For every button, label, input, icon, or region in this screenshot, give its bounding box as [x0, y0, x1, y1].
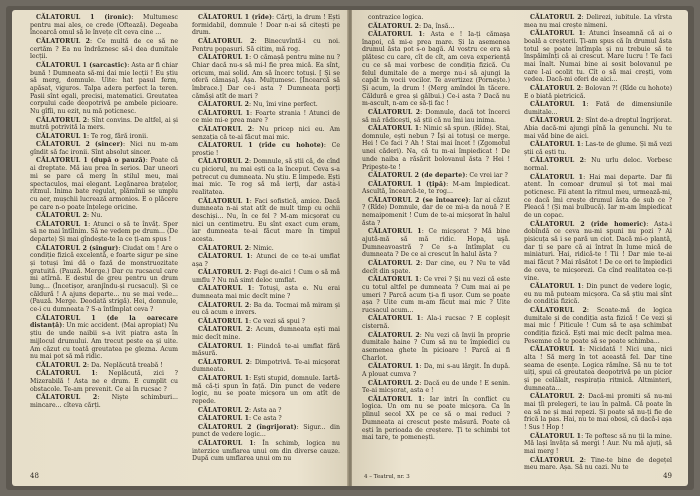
speaker-name: CĂLATORUL 2 [530, 393, 583, 401]
dialogue-text: : Fugi de-aici ! Cum o să mă umflu ? Nu mă simt deloc umflat. [192, 269, 340, 284]
speaker-name: CĂLATORUL 1 [530, 346, 583, 354]
dialogue-text: : Acum, dumneata ești mai mic decît mine. [192, 326, 341, 342]
speaker-name: CĂLATORUL 1 [198, 317, 249, 325]
dialogue-paragraph [192, 101, 340, 109]
dialogue-text: : Fiindcă te-ai umflat fără măsură. [192, 342, 340, 358]
speaker-name: CĂLATORUL 2 [36, 37, 91, 45]
dialogue-paragraph [192, 142, 340, 157]
dialogue-text: : Da, însă... [418, 22, 455, 30]
dialogue-text: : Atunci de ce te-ai umflat așa ? [192, 253, 340, 268]
dialogue-paragraph [524, 157, 672, 172]
dialogue-paragraph [30, 370, 178, 393]
dialogue-paragraph [30, 62, 178, 116]
dialogue-text: : Sigur... din punct de vedere logic... [192, 423, 340, 439]
speaker-name: CĂLATORUL 1 [368, 363, 420, 371]
dialogue-text: : Asta aa ? [248, 406, 282, 414]
dialogue-paragraph [30, 14, 178, 37]
speaker-name: CĂLATORUL 1 [368, 125, 420, 133]
dialogue-text: : Dacă eu de unde ! E senin. Te-ai micșorat, asta e ! [362, 379, 510, 395]
dialogue-paragraph [362, 396, 510, 442]
speaker-name: CĂLATORUL 1 [198, 253, 251, 261]
speaker-name: CĂLATORUL 1 [530, 432, 582, 440]
speaker-name: CĂLATORUL 2 [36, 394, 98, 402]
dialogue-paragraph [192, 318, 340, 326]
speaker-name: CĂLATORUL 2 [198, 406, 249, 414]
dialogue-paragraph [192, 407, 340, 415]
dialogue-paragraph [362, 23, 510, 31]
speaker-name: CĂLATORUL 2 [530, 14, 582, 21]
speaker-name: CĂLATORUL 1 [198, 197, 250, 205]
dialogue-paragraph [524, 457, 672, 472]
dialogue-paragraph [30, 38, 178, 61]
speaker-name: CĂLATORUL 1 [198, 54, 250, 62]
speaker-name: CĂLATORUL 2 (singur) [36, 244, 119, 252]
dialogue-paragraph [192, 440, 340, 463]
dialogue-text: : Nimic. [248, 244, 274, 252]
dialogue-paragraph [192, 285, 340, 300]
dialogue-paragraph [30, 315, 178, 361]
dialogue-paragraph [192, 269, 340, 284]
dialogue-paragraph [362, 228, 510, 259]
printer-signature: 4 – Teatrul, nr. 3 [364, 474, 410, 480]
dialogue-text: : Foarte strania ! Atunci de ce mie mi-e prea mare ? [192, 109, 340, 125]
dialogue-paragraph [30, 394, 178, 409]
speaker-name: CĂLATORUL 2 [198, 158, 250, 166]
speaker-name: CĂLATORUL 2 (sincer) [36, 141, 123, 149]
dialogue-paragraph [192, 253, 340, 268]
speaker-name: CĂLATORUL 1 (ironic) [36, 14, 132, 21]
dialogue-paragraph [362, 332, 510, 363]
speaker-name: CĂLATORUL 2 [198, 125, 253, 133]
dialogue-paragraph [362, 315, 510, 330]
dialogue-paragraph [524, 346, 672, 392]
speaker-name: CĂLATORUL 2 [198, 301, 250, 309]
dialogue-paragraph [192, 359, 340, 374]
column [30, 14, 178, 464]
speaker-name: CĂLATORUL 2 [368, 259, 421, 267]
column [192, 14, 340, 464]
speaker-name: CĂLATORUL 2 [36, 361, 87, 369]
dialogue-paragraph [524, 283, 672, 306]
right-page [352, 10, 688, 486]
left-page-columns [30, 14, 340, 464]
dialogue-paragraph [192, 198, 340, 244]
speaker-name: CĂLATORUL 1 [530, 283, 582, 291]
dialogue-paragraph [362, 125, 510, 171]
dialogue-text: : Niște schimburi... mincare... cîteva cărți. [30, 394, 178, 409]
dialogue-paragraph [192, 375, 340, 406]
dialogue-text: : Dimpotrivă. Te-ai micșorat dumneata. [192, 358, 340, 374]
dialogue-text: : Totuși, asta e. Nu erai dumneata mai mic decît mine ? [192, 285, 340, 301]
open-book [6, 6, 694, 490]
dialogue-paragraph [30, 117, 178, 132]
speaker-name: CĂLATORUL 1 [36, 220, 89, 228]
dialogue-paragraph [524, 14, 672, 29]
speaker-name: CĂLATORUL 2 (de departe) [368, 172, 466, 180]
speaker-name: CĂLATORUL 2 [368, 22, 419, 30]
dialogue-paragraph [30, 212, 178, 220]
dialogue-paragraph [192, 158, 340, 197]
dialogue-text: : Multumesc pentru mai ales, ce crede (Oftează). Degeaba încearcă omul să le învețe cît ceva cine ... [30, 14, 178, 37]
dialogue-paragraph [30, 221, 178, 244]
dialogue-text: : Nu urlu deloc. Vorbesc normal. [524, 157, 672, 173]
dialogue-paragraph [362, 363, 510, 378]
page-number: 48 [30, 472, 39, 480]
speaker-name: CĂLATORUL 2 [36, 116, 88, 124]
dialogue-text: : Bolovan ?! (Rîde cu hohote) E o biată pietricică. [524, 84, 673, 100]
dialogue-paragraph [524, 141, 672, 156]
dialogue-paragraph [362, 276, 510, 315]
dialogue-text: : Scoate-mă de logica dumitale și de condiția asta fizică ! Ce vezi și mai mic ! Piticule ! Cum să te așa schimbat condiția fizică. Ești mai mic decît palma mea. Pesemne că te poate să se poate schimba... [524, 306, 672, 345]
dialogue-paragraph [192, 38, 340, 53]
speaker-name: CĂLATORUL 2 [530, 117, 582, 125]
dialogue-text: : Da. Neplăcută treabă ! [86, 361, 163, 369]
dialogue-text: : Delirezi, iubitule. La vîrsta mea nu mai crește nimeni. [524, 14, 673, 29]
dialogue-text: : M-am împiedicat. Ascultă, încearcă-te, te rog... [362, 180, 511, 196]
speaker-name: CĂLATORUL 1 [368, 276, 420, 284]
speaker-name: CĂLATORUL 2 [530, 157, 585, 165]
dialogue-text: : Asta-i dobîndă ce ceva nu-mi spuni nu pozi ? Ai pisicuța să i se pară un ciot. Dacă mi-o plantă, dar ți se pare că ai întrat în lume mică de miniaturi. Hai, ridică-te ! Tii ! Dar mie te-ai mai făcut ? Mai răsătot ! De ce ori te împiedici de ceva, te micșorezi. Ca cînd realitatea ce-ți vine. [524, 220, 672, 282]
speaker-name: CĂLATORUL 1 [368, 31, 423, 38]
dialogue-text: : Dar cine, eu ? Nu te văd decît din spate. [362, 259, 510, 275]
speaker-name: CĂLATORUL 1 (țipă) [368, 180, 447, 188]
dialogue-text: : Ce asta ? [248, 415, 282, 423]
dialogue-paragraph [30, 141, 178, 156]
speaker-name: CĂLATORUL 1 (sarcastic) [36, 61, 128, 69]
speaker-name: CĂLATORUL 1 (după o pauză) [36, 157, 146, 165]
dialogue-paragraph [524, 101, 672, 116]
speaker-name: CĂLATORUL 1 [198, 342, 252, 350]
dialogue-paragraph [192, 110, 340, 125]
dialogue-text: : Asta ar fi chiar bună ! Dumneata să-mi dai mie lecții ! Eu știu să merg, domnule. Uite: hat pasul ferm, apăsat, viguros. Talpa adera perfect la teren. Pasii sînt egali, precisi, matematici. Greutatea corpului cade deopotrivă pe ambele picioare. Nu gîfîi, nu ezit, nu mă poticnesc. [30, 61, 178, 116]
dialogue-text: : Ala-i rucsac ? E copleșit cisternă. [362, 315, 510, 331]
dialogue-paragraph [192, 126, 340, 141]
dialogue-paragraph [524, 307, 672, 346]
dialogue-paragraph [362, 181, 510, 196]
dialogue-paragraph [192, 415, 340, 423]
dialogue-text: : Fată de dimensiunile dumitale... [524, 101, 673, 116]
dialogue-text: : Ce multă de ce să ne certăm ? Ea nu îndrăznesc să-i dea dumitale lecții. [30, 37, 178, 61]
speaker-name: CĂLATORUL 1 (rîde cu hohote) [198, 142, 324, 150]
dialogue-paragraph [192, 14, 340, 37]
speaker-name: CĂLATORUL 1 [198, 439, 254, 447]
speaker-name: CĂLATORUL 1 [368, 395, 423, 403]
dialogue-paragraph [192, 424, 340, 439]
dialogue-text: : Poate că ai dreptate. Mă iau prea în serios. Dar uneori mi se pare că merg în stilul meu, mai spectaculos, mai elegant. Legănarea brațelor, ritmul. Inima bate regulat, plămînii se umplu cu aer, mușchii lucrează armonios. E o plăcere pe care n-o poate înțelege oricine. [30, 157, 178, 211]
dialogue-paragraph [524, 393, 672, 432]
dialogue-paragraph [362, 260, 510, 275]
dialogue-text: : Cărți, la drum ! Ești formidabil, domnule ! Doar n-ai să citești pe drum. [192, 14, 340, 37]
dialogue-text: : Faci sofistică, amice. Dacă dumneata n-ai stat atît de mult timp cu ochii deschiși... Nu, în ce fel ? M-am micșorat cu nici un centimetru. Eu sînt exact cum eram, iar dumneata te-ai făcut mare în timpul acesta. [192, 197, 340, 244]
dialogue-paragraph [30, 245, 178, 314]
dialogue-text: : Te poftesc să nu ții la mine. Mă lași învăța să mergi ! Aur. Nu mă ajuți, să mai merg ! [524, 432, 672, 456]
speaker-name: CĂLATORUL 2 [198, 37, 255, 45]
speaker-name: CĂLATORUL 2 [198, 244, 249, 252]
dialogue-text: contrazice logica. [368, 14, 424, 21]
dialogue-text: : În schimb, logica nu interzice umflarea unui om din diverse cauze. După cum umflarea unui om nu [192, 439, 340, 463]
speaker-name: CĂLATORUL 2 [36, 212, 87, 220]
dialogue-paragraph [524, 117, 672, 140]
dialogue-text: : Ești stupid, domnule. Iartă-mă că-ți spun în față. Din punct de vedere logic, nu se poate micșora un om atît de repede. [192, 374, 340, 406]
dialogue-text: : Domnule, dacă tot încerci să mă rădicești, să știi că nu îmi iau inima. [362, 108, 510, 124]
dialogue-paragraph [362, 197, 510, 228]
dialogue-text: : Sînt convins. De altfel, ai și mutră potrivită la mers. [30, 116, 178, 132]
speaker-name: CĂLATORUL 2 [368, 331, 420, 339]
speaker-name: CĂLATORUL 2 (îngrijorat) [198, 423, 297, 431]
dialogue-text: : Nu. [86, 212, 103, 220]
speaker-name: CĂLATORUL 1 [198, 415, 249, 423]
dialogue-paragraph [524, 85, 672, 100]
speaker-name: CĂLATORUL 2 [368, 379, 420, 387]
dialogue-text: : Iar intri în conflict cu logica. Un om nu se poate micșora. Ca în plinul secol XX pe ce să o mai reduci ? Dumneata ai crescut peste măsură. Poate că ești în perioada de creștere. Ți te schimbi tot mai tare, te pomenești. [362, 395, 510, 442]
speaker-name: CĂLATORUL 1 [36, 370, 96, 378]
speaker-name: CĂLATORUL 1 [368, 315, 421, 323]
speaker-name: CĂLATORUL 1 (de la oarecare distanță) [30, 314, 178, 330]
dialogue-text: : Din punct de vedere logic, eu nu mă puteam micșora. Ca să știu mai sînt de condiția fizică. [524, 283, 673, 306]
dialogue-text: : Dacă-mi promiti să nu-mi mai țîi prelegeri, te iau în palmă. Că poate în ea să ne și mai repezi. Și poate să nu-ți fie de frică la pas. Hai, nu te mai obosi, că dacă-i așa ! Sus ! Hop ! [524, 393, 672, 432]
dialogue-paragraph [192, 343, 340, 358]
dialogue-text: : Ce vrei ? Și nu vezi că este cu totul altfel pe dumneata ? Cum mai ai pe umeri ? Parcă acum ți-a fi ușor. Cum se poate așa ? Uite cum m-am făcut mai mic ? Uite rucsacul acum... [362, 276, 510, 314]
dialogue-text: : O cămașă pentru mine nu ? Chiar dacă nu-s să mi-l fie prea mică. Ea sînt, oricum, mai solid. Am să încerc totuși. [ Și se oferă cămașa]. Așa. Mulțumesc. [Încearcă să îmbrace.] Dar ce-i asta ? Dumneata porți cămăși atît de mari ? [192, 54, 340, 100]
dialogue-text: : Domnule, să știi că, de cînd cu piciorul, nu mai ești ca la început. Ceva s-a petrecut cu dumneata. Nu știu. E limpede. Ești mai mic. Te rog să mă ierți, dar asta-i realitatea. [192, 158, 341, 197]
right-page-columns [362, 14, 673, 472]
dialogue-paragraph [192, 302, 340, 317]
speaker-name: CĂLATORUL 1 [198, 374, 250, 382]
dialogue-paragraph [192, 54, 340, 100]
speaker-name: CĂLATORUL 2 [198, 269, 250, 277]
dialogue-paragraph [362, 14, 510, 22]
dialogue-text: : Hai mai departe. Dar fii atent. În comoar drumul și tot mai mai poticnesc. Fii atent la ritmul meu, urmează-mi, ce dacă îmi crește drumul ăsta de sub ce ? Pleacă ! (Și mai bulbucă). Iar m-am împiedicat de un copac. [524, 173, 673, 220]
dialogue-text: : Nu vezi că învii în proprie dumitale haine ? Cum să nu te împiedici cu asemenea ghete în picioare ! Parcă ai fi Charlot. [362, 331, 510, 362]
dialogue-text: : Nu, îmi vine perfect. [248, 101, 318, 109]
speaker-name: CĂLATORUL 1 [530, 30, 584, 38]
dialogue-text: : Tine-te bine de degețel meu mare. Așa. Să nu cazi. Nu te [524, 456, 673, 472]
column [362, 14, 510, 464]
speaker-name: CĂLATORUL 1 (rîde) [198, 14, 273, 21]
dialogue-text: : Nicidată ! Nici una, nici alta ! Să merg în tot această fel. Dar tine seama de esențe. Logica rămîne. Să nu te tot uiți, spui că greutatea deopotrivă pe un picior și pe celălalt, respirația ritmică. Altminteri, dumneata... [524, 346, 672, 392]
dialogue-paragraph [362, 109, 510, 124]
dialogue-text: : Ba da. Tocmai mă miram și eu că acum e invers. [192, 301, 340, 317]
dialogue-paragraph [524, 30, 672, 84]
dialogue-paragraph [192, 326, 340, 341]
dialogue-text: : Ce vezi să spui ? [248, 317, 305, 325]
speaker-name: CĂLATORUL 1 [530, 141, 582, 149]
dialogue-text: : Ce micșorat ? Mă bine ajută-mă să mă ridic. Hopa, uşă. Dumneavoastră ? Ce s-a întîmplat cu dumneata ? De ce ai crescut în halul ăsta ? [362, 228, 510, 259]
column [524, 14, 673, 472]
dialogue-text: : Atunci înseamnă că ai o boală a creșterii. Ți-am spus că în drumul ăsta totul se poate întîmpla și nu trebuie să te înspăimînți că ai crescut. Mare lucru ! Te faci mai înalt. Numai bine ai sosit bolovanul pe care l-ai ocolit tu. Cît o să mai crești, vom vedea. Dacă-mi oferi de aici... [524, 30, 672, 84]
dialogue-text: : Las-te de glume. Și mă vezi știi că ești tu. [524, 141, 673, 156]
dialogue-paragraph [30, 133, 178, 141]
dialogue-text: : Iar ai căzut ? (Rîde) Domnule, dar de ce mi-a da nouă ? E nemaipomenit ! Cum de te-ai micșorat în halul ăsta ? [362, 196, 510, 227]
speaker-name: CĂLATORUL 2 [198, 326, 251, 334]
dialogue-paragraph [362, 380, 510, 395]
speaker-name: CĂLATORUL 1 [368, 228, 422, 236]
dialogue-text: : Nici nu m-am gîndit să fac ironii. Sînt absolut sincer. [30, 141, 179, 156]
dialogue-text: : Da, mi s-au lărgit. În după. A plouat cumva ? [362, 363, 510, 378]
dialogue-paragraph [30, 157, 178, 211]
speaker-name: CĂLATORUL 2 (rîde homeric) [530, 220, 647, 228]
speaker-name: CĂLATORUL 2 (se întoarce) [368, 196, 469, 204]
dialogue-paragraph [192, 245, 340, 253]
speaker-name: CĂLATORUL 1 [198, 109, 251, 117]
dialogue-text: : Sînt de-a dreptul îngrijorat. Abia dacă-mi ajungi pînă la genunchi. Nu te mai văd bine de aici. [524, 117, 673, 140]
dialogue-text: : Atunci o să te învăț. Sper să ne mai întîlnim. Să ne vedem pe drum... (De departe) Și mai gîndește-te la ce ți-am spus ! [30, 220, 179, 244]
left-page [12, 10, 348, 486]
dialogue-text: : Un mic accident. (Mai apropiat) Nu știu de unde naibii s-a ivit piatra asta în mijlocul drumului. Am trecut peste ea și uite. Am căzut cu toată greutatea pe glezna. Acum nu mai pot să mă ridic. [30, 322, 178, 361]
dialogue-text: : Ce vrei iar ? [465, 172, 508, 180]
speaker-name: CĂLATORUL 2 [368, 108, 421, 116]
speaker-name: CĂLATORUL 2 [530, 456, 584, 464]
dialogue-paragraph [362, 31, 510, 108]
dialogue-text: : Nu pricep nici eu. Am senzația că te-ai făcut mai mic. [192, 125, 340, 141]
dialogue-text: : Asta e ! Ia-ți cămașa înapoi, că mi-e prea mare. Și la asemenea drumul ăsta pot s-o bagă. Al vostru ce era să plătesc cu care, cît de cît, am ceva experiență cu ce să mai vorbesc de condiția fizică. Cu felul dumitale de a merge nu-i să ajungi la capăt în vocii vocilor. Te avertizez (Pornește.) Și acum, la drum ! (Merg amîndoi în tăcere. Căldură e grea și gălbui.) Ce-i asta ? Dacă nu m-ascult, n-am ce să-ți fac ! [362, 31, 510, 108]
dialogue-paragraph [524, 174, 672, 220]
speaker-name: CĂLATORUL 1 [530, 173, 584, 181]
dialogue-paragraph [524, 221, 672, 283]
dialogue-paragraph [524, 433, 672, 456]
speaker-name: CĂLATORUL 1 [36, 132, 87, 140]
speaker-name: CĂLATORUL 2 [198, 101, 249, 109]
page-number: 49 [663, 472, 672, 480]
dialogue-text: : Binecuvîntă-i cu noi. Pentru popasuri. Să citim, mă rog. [192, 37, 341, 53]
dialogue-text: : Neplăcută, zici ? Mizerabilă ! Asta ne e drum. E cumplit cu obstacole. Te-am prevenit. Ce ai în rucsac ? [30, 370, 178, 393]
speaker-name: CĂLATORUL 2 [530, 84, 581, 92]
dialogue-text: : Ciudat om ! Are o condiție fizică excelentă, e foarte sigur pe sine și totuși îmi dă o fază de monstruozitate gratuită. (Pauză. Merge.) Dar cu rucsacul care mi atîrnă. E destul de greu pentru un drum lung... (Încetișor, aranjîndu-și rucsacul). Și ce căldură ! A ajuns departe... nu se mai vede... (Pauză. Merge. Deodată strigă). Hei, domnule, ce-i cu dumneata ? S-a întîmplat ceva ? [30, 244, 178, 314]
dialogue-text: : Nimic să spun. (Rîde). Stai, domnule, ești nebun ? Își ai totuși ce merge. Hei ! Ce faci ? Ah ! Stai mai încet ! (Zgomotul unei căderi). Na, că tu m-ai împiedicat ! De unde naiba a răsărit bolovanul ăsta ? Hei ! Pripește-te ! [362, 125, 510, 171]
dialogue-paragraph [30, 362, 178, 370]
speaker-name: CĂLATORUL 2 [530, 306, 587, 314]
speaker-name: CĂLATORUL 2 [198, 358, 250, 366]
dialogue-text: : Ce prostie ! [192, 142, 340, 157]
speaker-name: CĂLATORUL 1 [530, 101, 587, 109]
speaker-name: CĂLATORUL 1 [198, 285, 252, 293]
dialogue-text: : Te rog, fără ironii. [86, 132, 149, 140]
dialogue-paragraph [362, 172, 510, 180]
